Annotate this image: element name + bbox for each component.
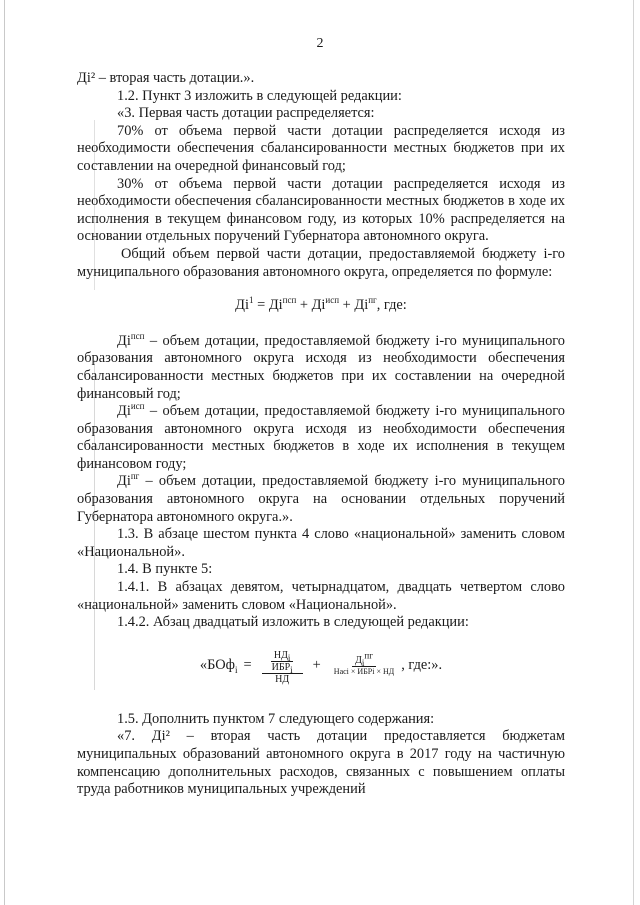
formula-symbol: Ді [354, 297, 369, 314]
definition-text: – объем дотации, предоставляемой бюджету i-го муниципального образования автономного округа на основании отдельных поручений Губернатора автономного округа.». [77, 473, 565, 525]
definition-superscript: исп [130, 401, 145, 412]
inner-fraction [269, 650, 296, 673]
formula-symbol: «БОф [199, 656, 235, 673]
paragraph: Общий объем первой части дотации, предоставляемой бюджету i-го муниципального образования автономного округа, определяется по формуле: [77, 245, 565, 280]
formula-symbol: Д [355, 654, 362, 666]
document-body [77, 70, 565, 799]
paragraph: 70% от объема первой части дотации распределяется исходя из необходимости обеспечения сбалансированности местных бюджетов при их составлении на очередной финансовый год; [77, 122, 565, 174]
formula-superscript: пг [368, 295, 377, 306]
definition-symbol: Ді [117, 473, 131, 490]
formula-symbol: ИБР [271, 661, 291, 673]
fraction-numerator [352, 650, 376, 668]
formula-operator: = [253, 297, 269, 314]
inner-numerator [271, 650, 294, 662]
formula-fraction [262, 646, 303, 685]
definition-symbol: Ді [117, 332, 131, 349]
formula-operator: = [243, 656, 252, 673]
paragraph: Ді² – вторая часть дотации.». [77, 70, 255, 86]
formula-symbol: Ді [311, 297, 326, 314]
definition-paragraph [77, 473, 565, 526]
paragraph: 1.4.1. В абзацах девятом, четырнадцатом, двадцать четвертом слово «национальной» заменить словом «Национальной». [77, 579, 565, 613]
scan-edge-right [633, 0, 634, 905]
formula-fraction [331, 650, 397, 676]
paragraph: «7. Ді² – вторая часть дотации предоставляется бюджетам муниципальных образований автономного округа в 2017 году на частичную компенсацию дополнительных расходов, связанных с повышением оплаты труда работников муниципальных учреждений [77, 728, 565, 798]
formula-symbol: Ді [235, 297, 249, 314]
formula-subscript: i [361, 657, 365, 668]
paragraph: 1.4. В пункте 5: [117, 561, 213, 578]
definition-paragraph [77, 330, 565, 403]
paragraph: 30% от объема первой части дотации распределяется исходя из необходимости обеспечения сбалансированности местных бюджетов в ходе их исполнения в текущем финансовом году, из которых 10% распределяется на основании отдельных поручений Губернатора автономного округа. [77, 175, 565, 245]
definition-text: – объем дотации, предоставляемой бюджету i-го муниципального образования автономного округа исходя из необходимости обеспечения сбалансированности местных бюджетов при их составлении на очередной финансовый год; [77, 332, 565, 402]
paragraph: 1.5. Дополнить пунктом 7 следующего содержания: [117, 710, 435, 727]
formula-bof [77, 646, 565, 685]
formula-tail: , где:». [401, 656, 443, 673]
formula-superscript: исп [325, 295, 340, 306]
formula-lhs [200, 657, 238, 675]
fraction-denominator: НД [275, 673, 290, 685]
formula-superscript: псп [282, 295, 297, 306]
formula-symbol: Ді [268, 297, 283, 314]
formula-tail: , где: [376, 297, 407, 314]
formula-subscript: i [234, 664, 238, 675]
formula-superscript: 1 [249, 295, 254, 306]
formula-subscript: i [287, 652, 291, 663]
definition-paragraph [77, 403, 565, 473]
formula-first-part-dotation [77, 297, 565, 315]
formula-operator: + [312, 656, 321, 673]
paragraph: «3. Первая часть дотации распределяется: [117, 105, 375, 122]
paragraph: 1.3. В абзаце шестом пункта 4 слово «национальной» заменить словом «Национальной». [77, 526, 565, 560]
formula-symbol: НД [273, 649, 288, 661]
definition-superscript: псп [130, 330, 145, 341]
paragraph: 1.4.2. Абзац двадцатый изложить в следующей редакции: [117, 614, 469, 631]
fraction-denominator: Насі × ИБРі × НД [333, 666, 395, 676]
formula-operator: + [296, 297, 312, 314]
page-number: 2 [316, 36, 324, 51]
scan-edge-left [4, 0, 5, 905]
definition-symbol: Ді [117, 403, 131, 420]
definition-text: – объем дотации, предоставляемой бюджету i-го муниципального образования автономного округа исходя из необходимости обеспечения сбалансированности местных бюджетов в ходе их исполнения в текущем финансовом году; [77, 403, 565, 472]
definition-superscript: пг [130, 471, 140, 482]
formula-operator: + [339, 297, 355, 314]
formula-superscript: пг [364, 650, 373, 661]
inner-denominator [269, 662, 296, 673]
paragraph: 1.2. Пункт 3 изложить в следующей редакции: [117, 87, 402, 104]
fraction-numerator [262, 646, 303, 674]
formula-subscript: i [290, 664, 293, 675]
